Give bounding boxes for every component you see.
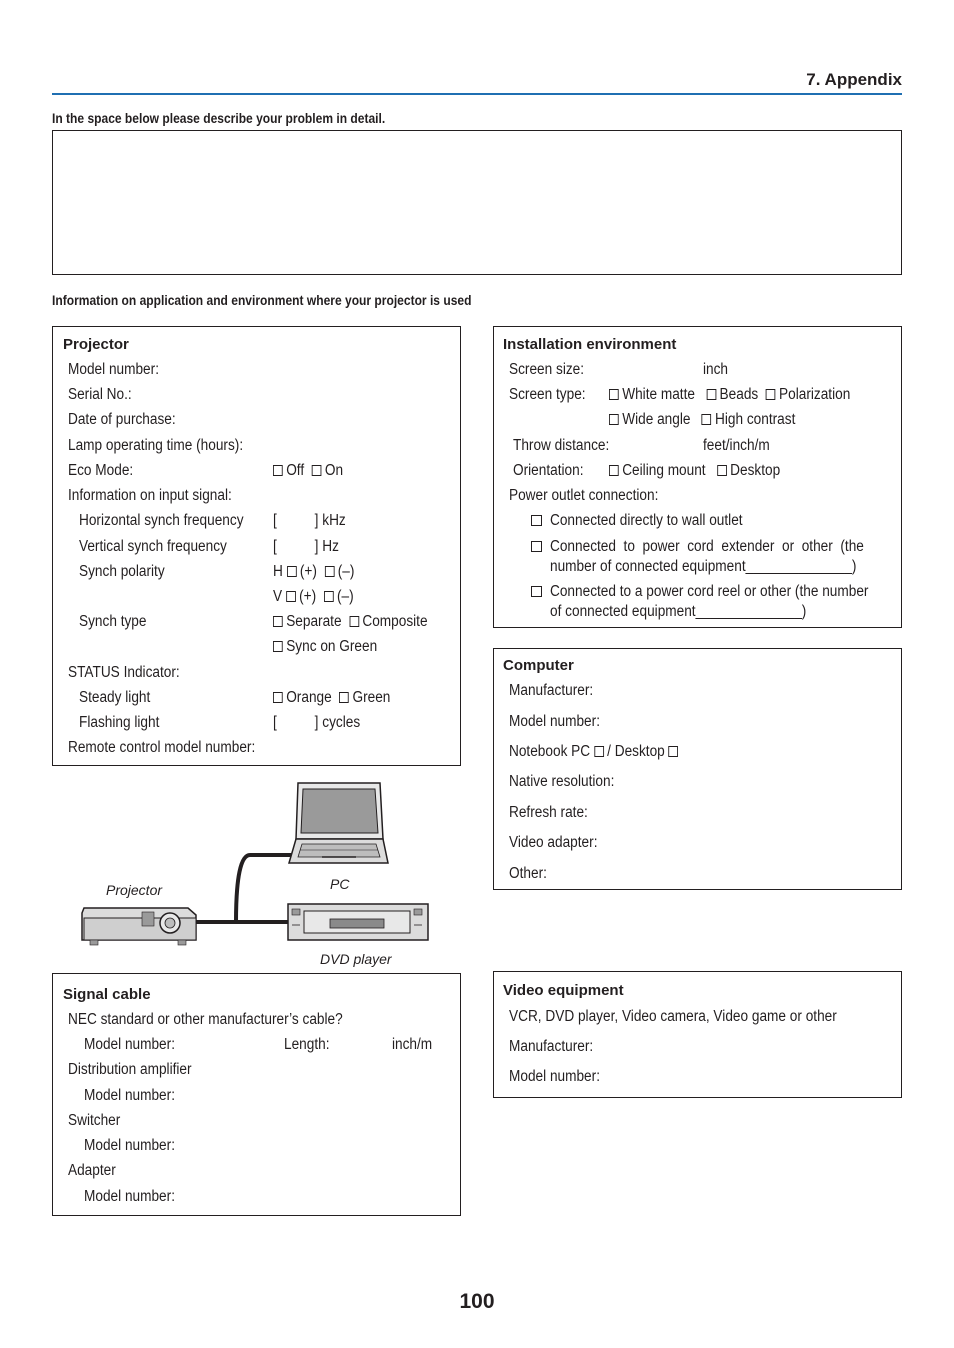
section-title: 7. Appendix [806,70,902,89]
desktop-orientation-label: Desktop [730,462,781,479]
green-checkbox[interactable] [339,692,349,703]
throw-distance-label: Throw distance: [513,437,610,454]
orange-checkbox[interactable] [273,692,283,703]
separate-checkbox[interactable] [273,616,283,627]
screen-size-unit: inch [703,361,729,378]
computer-section [493,648,902,890]
dvd-player-icon [288,904,428,940]
vsync-label: Vertical synch frequency [79,538,227,555]
composite-checkbox[interactable] [349,616,359,627]
polarization-checkbox[interactable] [766,389,776,400]
white-matte-label: White matte [622,386,695,403]
pc-caption: PC [330,876,350,892]
distribution-amplifier-label: Distribution amplifier [68,1061,192,1078]
cable-length-unit: inch/m [392,1036,433,1053]
cord-reel-label-line2: of connected equipment______________) [550,603,807,620]
polarity-v-minus-label: (–) [336,588,354,605]
cord-reel-checkbox[interactable] [531,586,542,597]
video-equipment-types: VCR, DVD player, Video camera, Video game or other [509,1008,837,1025]
cable-model-number-label: Model number: [84,1036,175,1053]
steady-light-options [273,689,390,707]
eco-on-checkbox[interactable] [312,465,322,476]
serial-no-label: Serial No.: [68,386,132,403]
projector-caption: Projector [106,882,163,898]
cable-length-label: Length: [284,1036,330,1053]
environment-heading: Information on application and environment where your projector is used [52,292,472,308]
eco-on-label: On [324,462,344,479]
polarization-label: Polarization [779,386,851,403]
separate-label: Separate [286,613,342,630]
switcher-model-number-label: Model number: [84,1137,175,1154]
switcher-label: Switcher [68,1112,121,1129]
orange-label: Orange [286,689,332,706]
problem-heading: In the space below please describe your problem in detail. [52,110,386,126]
video-model-number-label: Model number: [509,1068,600,1085]
video-adapter-label: Video adapter: [509,834,598,851]
dvd-player-caption: DVD player [320,951,392,967]
screen-type-options-row2 [609,411,795,429]
extender-checkbox[interactable] [531,541,542,552]
desktop-orientation-checkbox[interactable] [717,465,727,476]
polarity-v-options [273,588,354,606]
remote-model-label: Remote control model number: [68,739,256,756]
projector-title: Projector [63,336,129,353]
extender-label-line2: number of connected equipment______________) [550,558,857,575]
power-outlet-label: Power outlet connection: [509,487,659,504]
amplifier-model-number-label: Model number: [84,1087,175,1104]
high-contrast-label: High contrast [715,411,796,428]
date-of-purchase-label: Date of purchase: [68,411,176,428]
polarity-v-plus-checkbox[interactable] [286,591,296,602]
steady-light-label: Steady light [79,689,151,706]
page-number: 100 [459,1290,495,1313]
flashing-light-label: Flashing light [79,714,160,731]
hsync-field[interactable]: [ ] kHz [273,512,346,529]
signal-cable-title: Signal cable [63,986,151,1003]
adapter-model-number-label: Model number: [84,1188,175,1205]
polarity-v-minus-checkbox[interactable] [324,591,334,602]
screen-type-label: Screen type: [509,386,586,403]
synch-type-label: Synch type [79,613,147,630]
connection-diagram [70,775,440,950]
polarity-v-label: V [273,588,283,605]
laptop-icon [289,783,388,863]
projector-model-number-label: Model number: [68,361,159,378]
polarity-h-label: H [273,563,283,580]
nec-cable-question: NEC standard or other manufacturer’s cable? [68,1011,343,1028]
video-equipment-title: Video equipment [503,982,624,999]
header-rule [52,93,902,95]
beads-label: Beads [719,386,759,403]
signal-cable-section [52,973,461,1216]
cycles-field[interactable]: [ ] cycles [273,714,361,731]
screen-size-label: Screen size: [509,361,585,378]
eco-off-label: Off [286,462,305,479]
cord-reel-label-line1: Connected to a power cord reel or other (the number [550,583,869,600]
input-signal-label: Information on input signal: [68,487,232,504]
polarity-h-minus-checkbox[interactable] [324,566,334,577]
ceiling-mount-checkbox[interactable] [609,465,619,476]
computer-title: Computer [503,657,574,674]
status-indicator-label: STATUS Indicator: [68,664,180,681]
screen-type-options-row1 [609,386,850,404]
installation-section [493,326,902,628]
projector-section [52,326,461,766]
lamp-time-label: Lamp operating time (hours): [68,437,244,454]
notebook-checkbox[interactable] [594,746,604,757]
wall-outlet-checkbox[interactable] [531,515,542,526]
notebook-desktop-row [509,743,682,761]
beads-checkbox[interactable] [706,389,716,400]
eco-mode-label: Eco Mode: [68,462,134,479]
native-resolution-label: Native resolution: [509,773,615,790]
video-manufacturer-label: Manufacturer: [509,1038,594,1055]
polarity-h-minus-label: (–) [337,563,355,580]
desktop-label: / Desktop [607,743,665,760]
high-contrast-checkbox[interactable] [702,414,712,425]
polarity-h-plus-checkbox[interactable] [287,566,297,577]
sync-on-green-checkbox[interactable] [273,641,283,652]
hsync-label: Horizontal synch frequency [79,512,244,529]
vsync-field[interactable]: [ ] Hz [273,538,339,555]
desktop-checkbox[interactable] [669,746,679,757]
throw-distance-unit: feet/inch/m [703,437,770,454]
polarity-h-plus-label: (+) [299,563,317,580]
problem-description-field[interactable] [52,130,902,275]
composite-label: Composite [362,613,428,630]
ceiling-mount-label: Ceiling mount [622,462,706,479]
extender-label-line1: Connected to power cord extender or other (the [550,538,864,555]
computer-manufacturer-label: Manufacturer: [509,682,594,699]
computer-model-number-label: Model number: [509,713,600,730]
eco-mode-options [273,462,343,480]
notebook-label: Notebook PC [509,743,591,760]
green-label: Green [352,689,391,706]
orientation-options [609,462,780,480]
eco-off-checkbox[interactable] [273,465,283,476]
sync-on-green-label: Sync on Green [286,638,378,655]
polarity-v-plus-label: (+) [299,588,317,605]
computer-other-label: Other: [509,865,547,882]
wide-angle-label: Wide angle [622,411,691,428]
projector-icon [82,908,196,945]
synch-polarity-label: Synch polarity [79,563,165,580]
wide-angle-checkbox[interactable] [609,414,619,425]
installation-title: Installation environment [503,336,677,353]
adapter-label: Adapter [68,1162,116,1179]
orientation-label: Orientation: [513,462,584,479]
synch-type-options [273,613,428,631]
sync-on-green-option [273,638,377,656]
white-matte-checkbox[interactable] [609,389,619,400]
refresh-rate-label: Refresh rate: [509,804,588,821]
video-equipment-section [493,971,902,1098]
wall-outlet-label: Connected directly to wall outlet [550,512,743,529]
polarity-h-options [273,563,354,581]
